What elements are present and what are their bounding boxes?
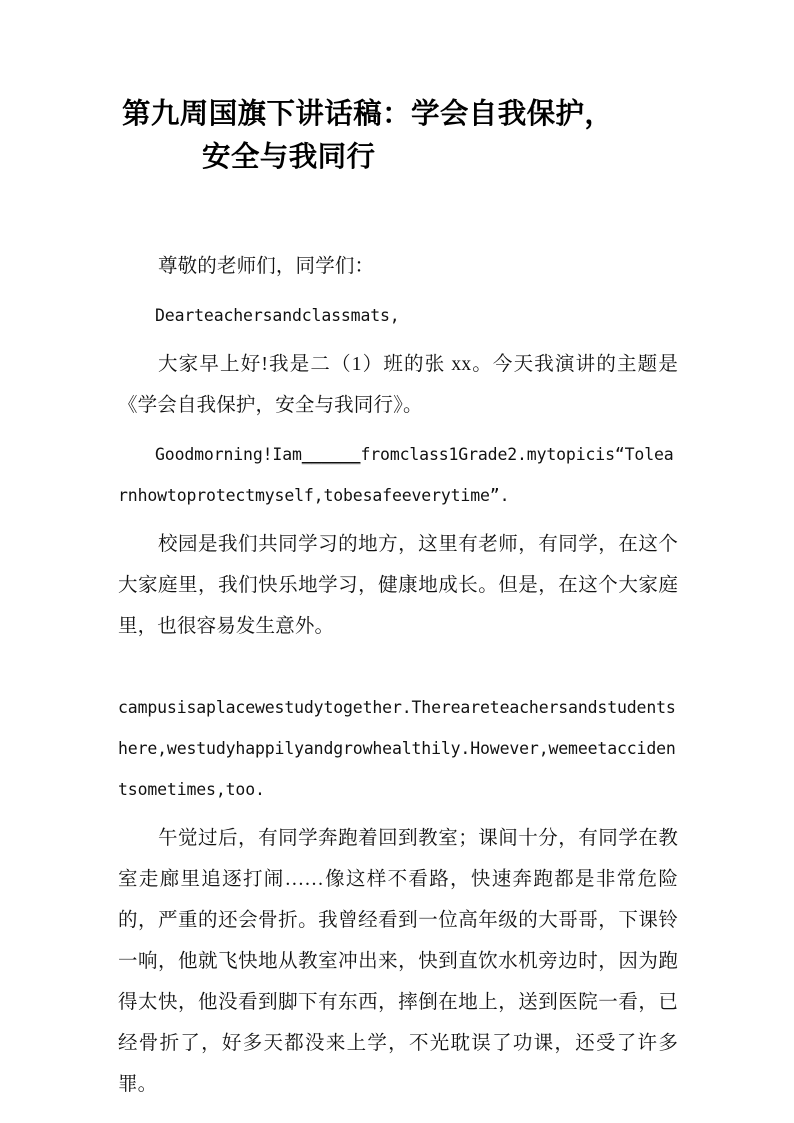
page-title-line-2: 安全与我同行 bbox=[202, 142, 376, 173]
paragraph-campus-en: campusisaplacewestudytogether.Thereareteachersandstudentshere,westudyhappilyandgrowhealthily.However,wemeetaccidentsometimes,too. bbox=[118, 698, 676, 799]
paragraph-intro-en bbox=[118, 434, 678, 516]
paragraph-campus-cn: 校园是我们共同学习的地方，这里有老师，有同学，在这个大家庭里，我们快乐地学习，健康地成长。但是，在这个大家庭里，也很容易发生意外。 bbox=[118, 534, 678, 637]
paragraph-salutation-en: Dearteachersandclassmats, bbox=[155, 306, 400, 325]
spacer bbox=[118, 810, 678, 818]
intro-en-before: Goodmorning!Iam bbox=[155, 445, 302, 464]
spacer bbox=[118, 287, 678, 295]
spacer bbox=[118, 516, 678, 524]
spacer bbox=[118, 336, 678, 344]
page-title bbox=[118, 0, 678, 179]
fill-in-blank: ______ bbox=[301, 445, 361, 464]
spacer-large bbox=[118, 647, 678, 687]
page-title-line-1: 第九周国旗下讲话稿：学会自我保护， bbox=[122, 99, 614, 130]
spacer bbox=[118, 426, 678, 434]
document-content bbox=[118, 0, 678, 1105]
paragraph-intro-cn: 大家早上好!我是二（1）班的张 xx。今天我演讲的主题是《学会自我保护，安全与我同行》。 bbox=[118, 354, 678, 416]
paragraph-accident-story-cn: 午觉过后，有同学奔跑着回到教室；课间十分，有同学在教室走廊里追逐打闹……像这样不看路，快速奔跑都是非常危险的，严重的还会骨折。我曾经看到一位高年级的大哥哥，下课铃一响，他就飞快地从教室冲出来，快到直饮水机旁边时，因为跑得太快，他没看到脚下有东西，摔倒在地上，送到医院一看，已经骨折了，好多天都没来上学，不光耽误了功课，还受了许多罪。 bbox=[118, 828, 678, 1095]
paragraph-salutation-cn: 尊敬的老师们，同学们： bbox=[158, 256, 375, 277]
intro-en-after: fromclass1Grade2.mytopicis“Tolearnhowtoprotectmyself,tobesafeeverytime”. bbox=[118, 445, 674, 505]
